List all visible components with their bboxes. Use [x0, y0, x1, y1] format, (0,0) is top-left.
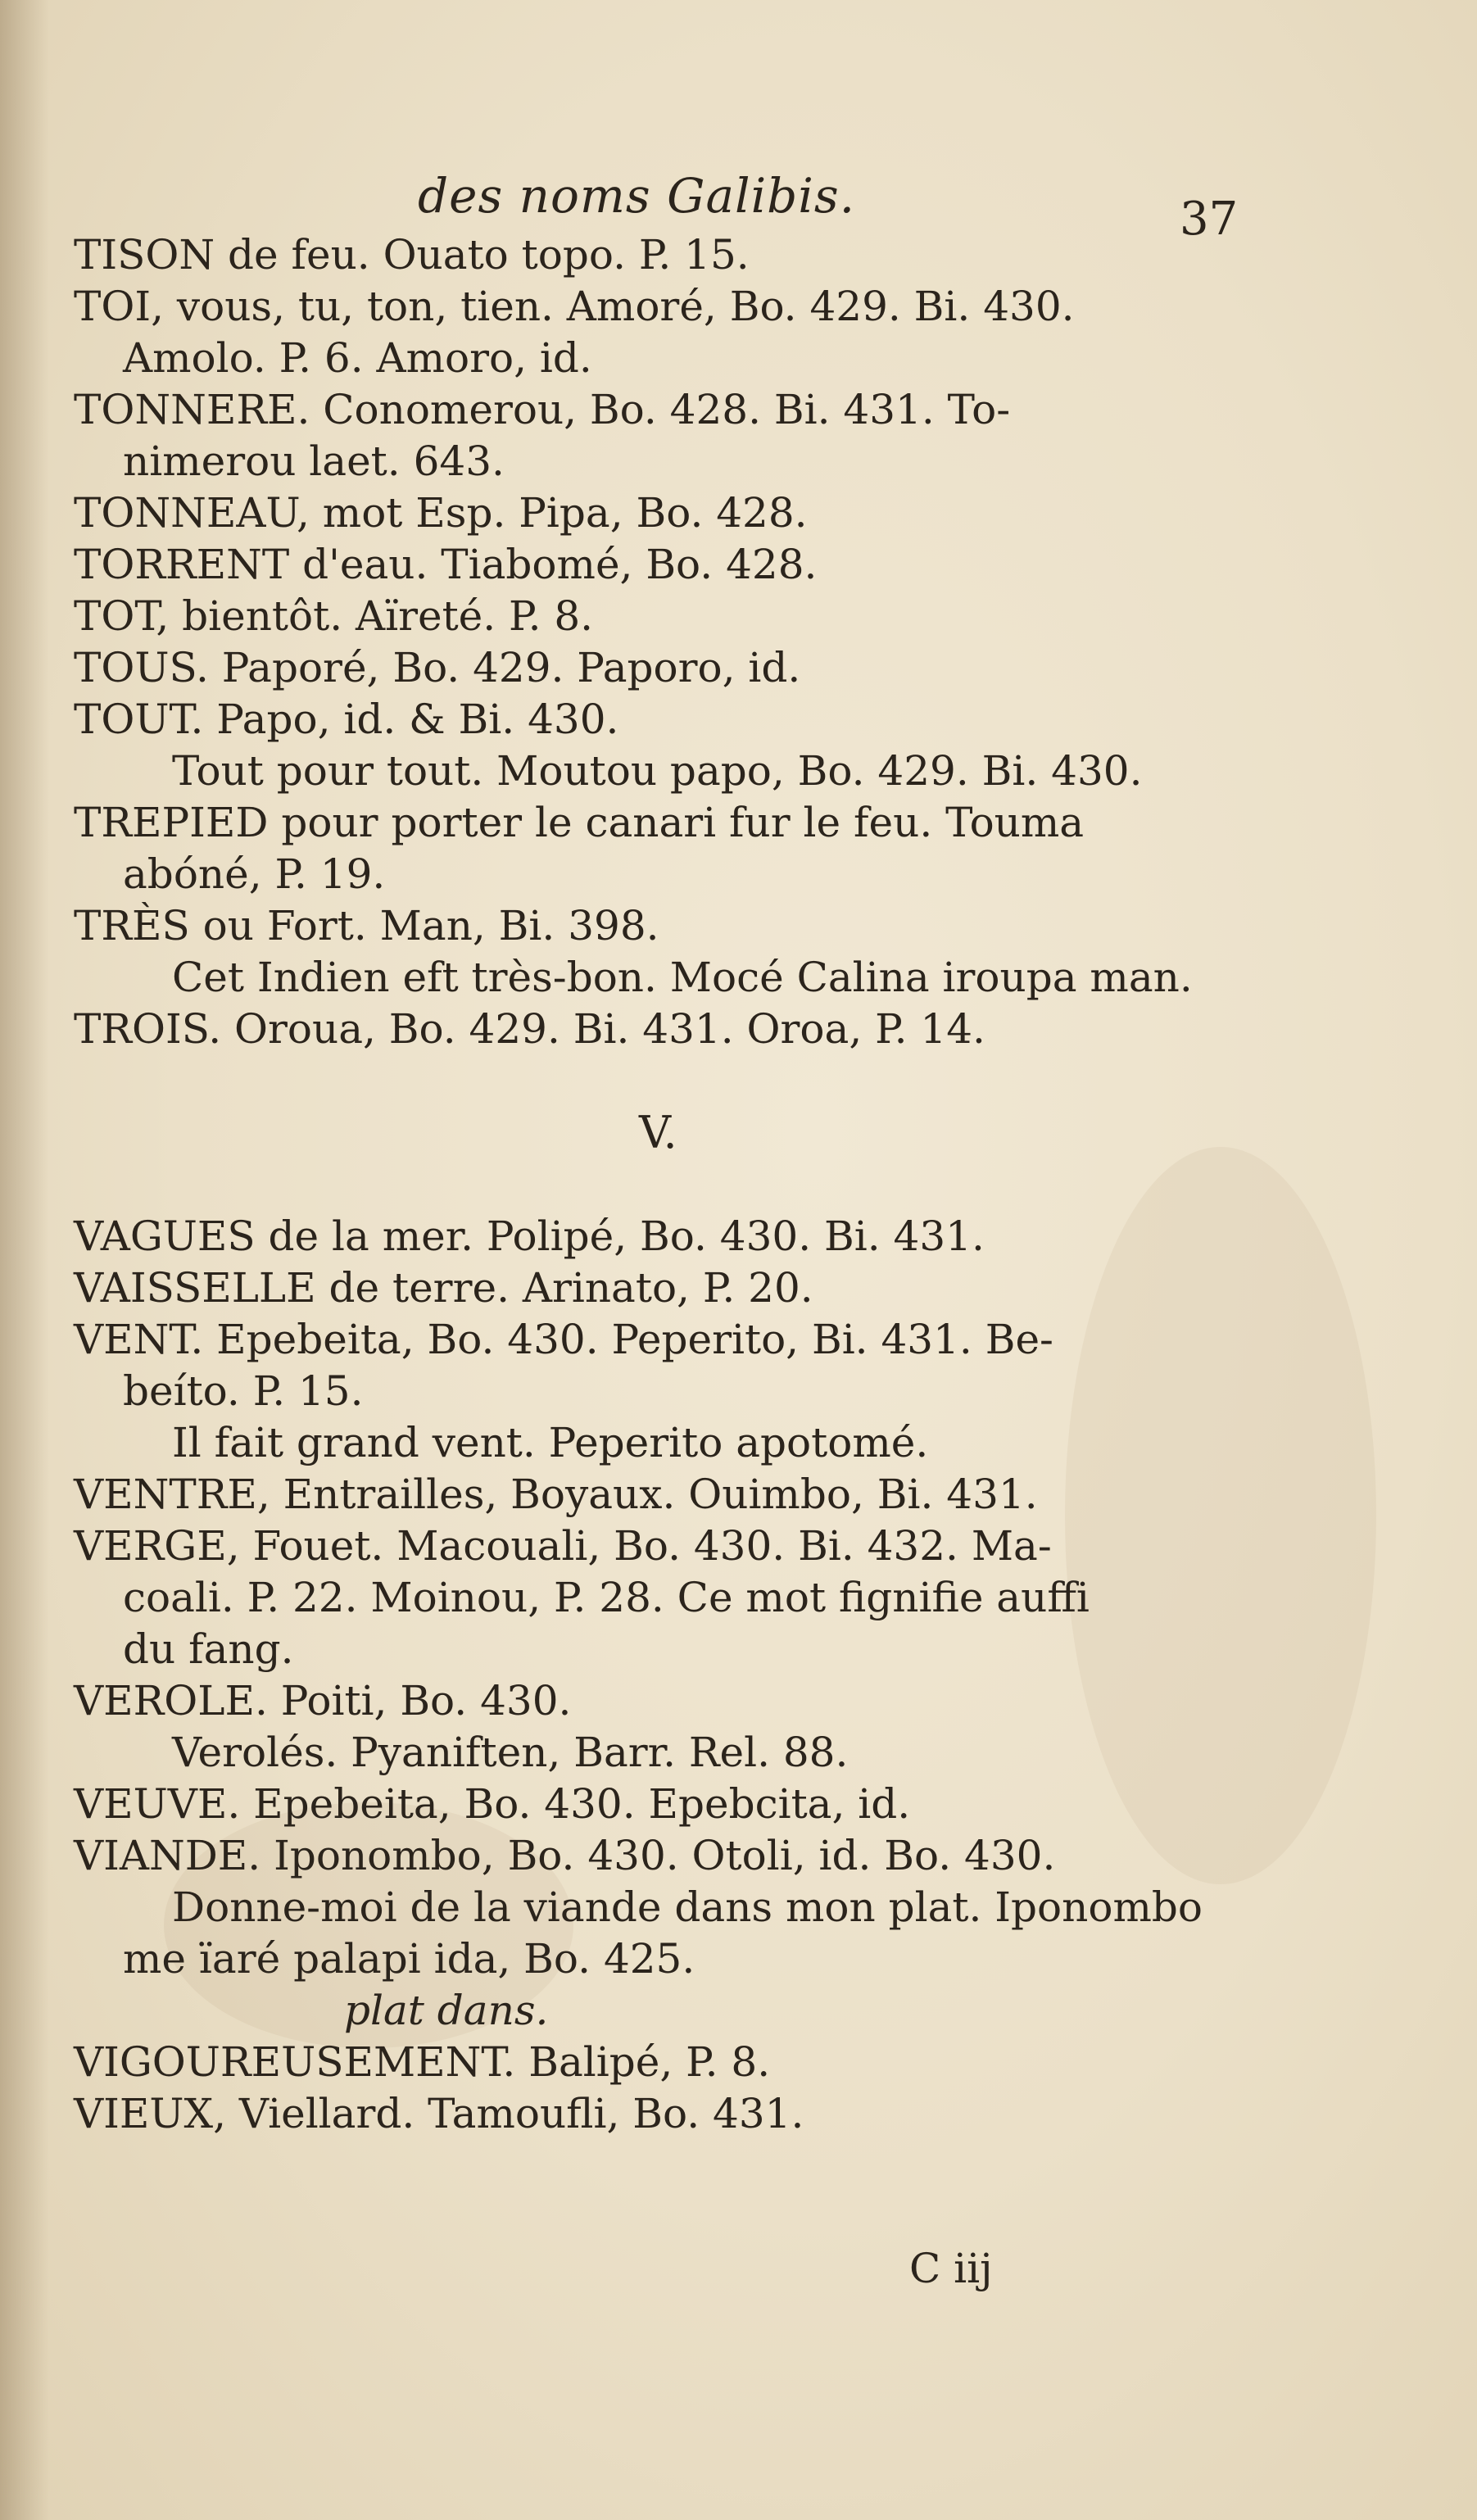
- dictionary-line: VENTRE, Entrailles, Boyaux. Ouimbo, Bi. 431.: [74, 1471, 1038, 1518]
- dictionary-line: VEROLE. Poiti, Bo. 430.: [74, 1677, 572, 1725]
- dictionary-line: Tout pour tout. Moutou papo, Bo. 429. Bi. 430.: [172, 747, 1143, 795]
- dictionary-line: VEUVE. Epebeita, Bo. 430. Epebcita, id.: [74, 1780, 911, 1828]
- dictionary-line: TOI, vous, tu, ton, tien. Amoré, Bo. 429. Bi. 430.: [74, 283, 1075, 330]
- dictionary-line: VAGUES de la mer. Polipé, Bo. 430. Bi. 431.: [74, 1212, 985, 1260]
- dictionary-line: TORRENT d'eau. Tiabomé, Bo. 428.: [74, 541, 818, 588]
- section-gap: [74, 1055, 1434, 1088]
- dictionary-line: Il fait grand vent. Peperito apotomé.: [172, 1419, 929, 1466]
- dictionary-line: VIANDE. Iponombo, Bo. 430. Otoli, id. Bo. 430.: [74, 1832, 1056, 1879]
- dictionary-line: plat dans.: [344, 1987, 549, 2034]
- section-heading: V.: [639, 1107, 677, 1158]
- dictionary-line: coali. P. 22. Moinou, P. 28. Ce mot fignifie auffi: [123, 1574, 1090, 1621]
- dictionary-line: du fang.: [123, 1625, 294, 1673]
- dictionary-line: VENT. Epebeita, Bo. 430. Peperito, Bi. 431. Be-: [74, 1316, 1053, 1363]
- dictionary-line: VAISSELLE de terre. Arinato, P. 20.: [74, 1264, 813, 1312]
- dictionary-line: VERGE, Fouet. Macouali, Bo. 430. Bi. 432. Ma-: [74, 1522, 1052, 1570]
- page-header: [74, 168, 1253, 246]
- dictionary-line: TONNERE. Conomerou, Bo. 428. Bi. 431. To-: [74, 386, 1011, 433]
- dictionary-line: Cet Indien eft très-bon. Mocé Calina iroupa man.: [172, 954, 1193, 1001]
- dictionary-line: TOUT. Papo, id. & Bi. 430.: [74, 696, 619, 743]
- running-title: des noms Galibis.: [418, 168, 856, 224]
- dictionary-line: Amolo. P. 6. Amoro, id.: [123, 334, 592, 382]
- dictionary-line: TOT, bientôt. Aïreté. P. 8.: [74, 592, 594, 640]
- dictionary-line: TOUS. Paporé, Bo. 429. Paporo, id.: [74, 644, 801, 691]
- dictionary-lines: [74, 229, 1434, 2140]
- dictionary-line: beíto. P. 15.: [123, 1367, 364, 1415]
- dictionary-line: TISON de feu. Ouato topo. P. 15.: [74, 231, 750, 279]
- dictionary-line: TRÈS ou Fort. Man, Bi. 398.: [74, 902, 659, 950]
- dictionary-line: Verolés. Pyaniften, Barr. Rel. 88.: [172, 1729, 849, 1776]
- dictionary-line: abóné, P. 19.: [123, 850, 386, 898]
- dictionary-line: Donne-moi de la viande dans mon plat. Iponombo: [172, 1883, 1203, 1931]
- dictionary-line: me ïaré palapi ida, Bo. 425.: [123, 1935, 695, 1983]
- dictionary-line: nimerou laet. 643.: [123, 437, 505, 485]
- dictionary-line: TONNEAU, mot Esp. Pipa, Bo. 428.: [74, 489, 808, 537]
- dictionary-line: VIGOUREUSEMENT. Balipé, P. 8.: [74, 2038, 771, 2086]
- dictionary-line: TROIS. Oroua, Bo. 429. Bi. 431. Oroa, P. 14.: [74, 1005, 985, 1053]
- dictionary-line: VIEUX, Viellard. Tamoufli, Bo. 431.: [74, 2090, 804, 2137]
- dictionary-line: TREPIED pour porter le canari fur le feu. Touma: [74, 799, 1085, 846]
- printer-signature: C iij: [909, 2245, 993, 2292]
- section-gap: [74, 1178, 1434, 1211]
- page-number: 37: [1180, 193, 1239, 246]
